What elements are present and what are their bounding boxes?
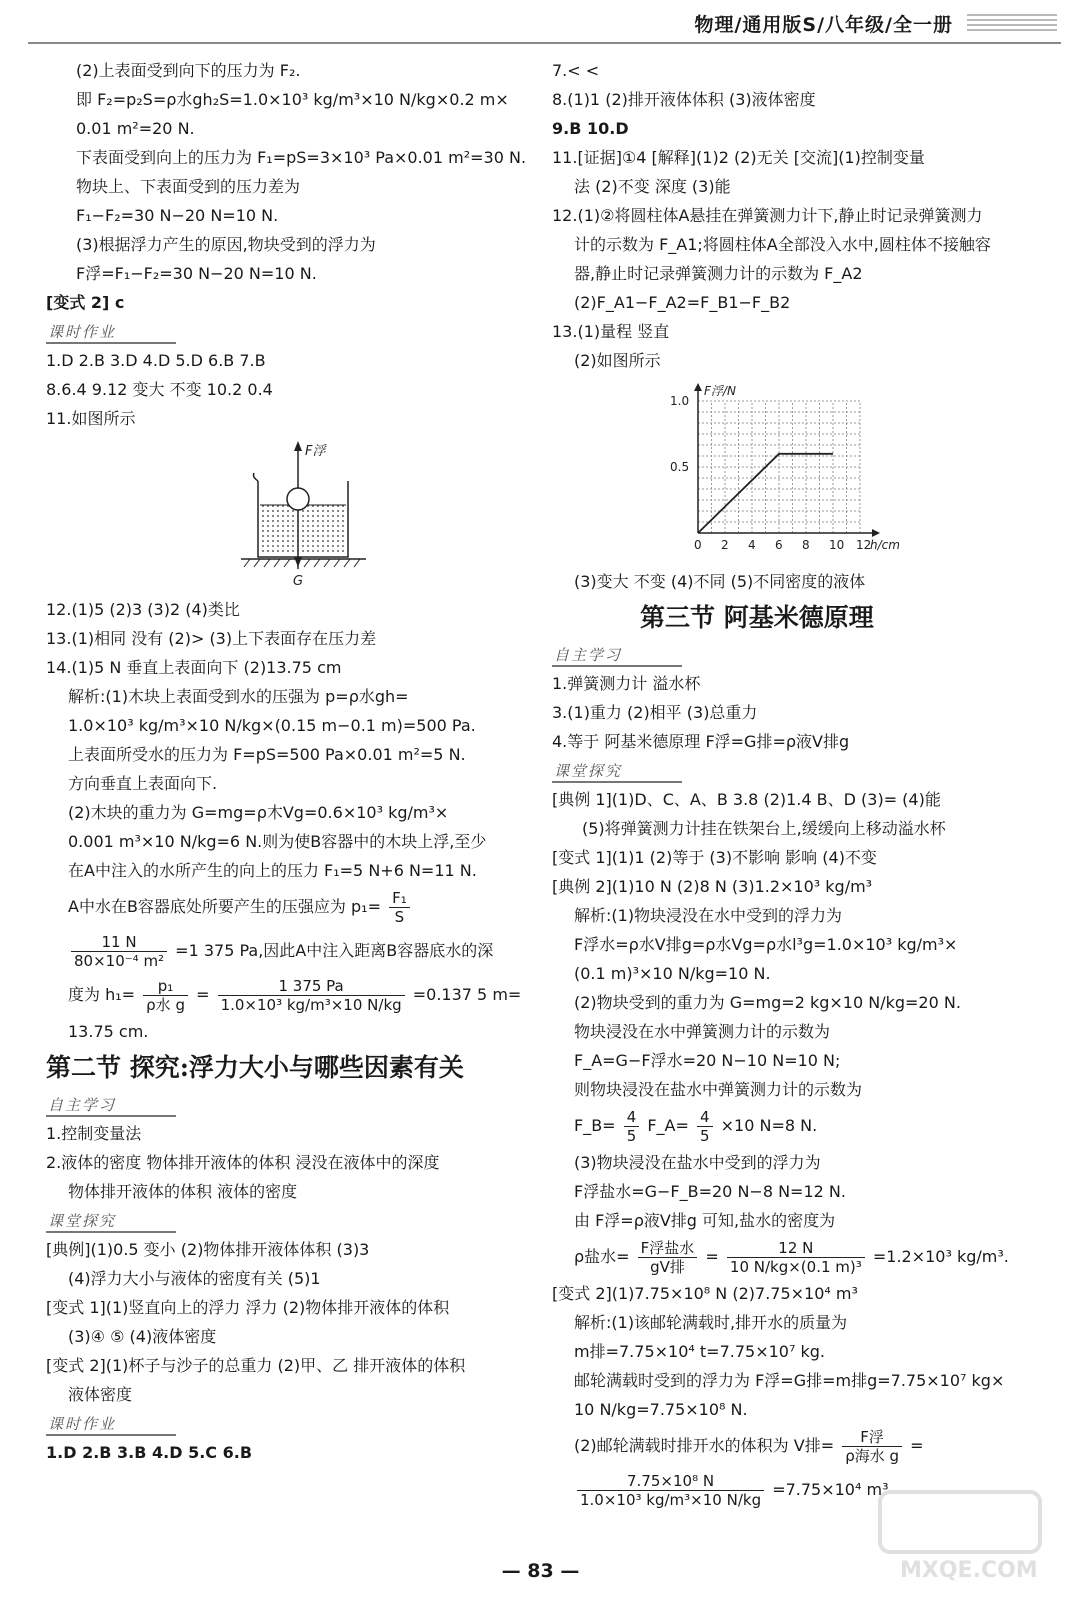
answer-line: 物体排开液体的体积 液体的密度	[68, 1182, 298, 1201]
fraction	[71, 933, 167, 970]
analysis-line: 度为 h₁= $\frac{\text{p₁}}{\text{ρ水 g}}$ = $\frac{1 375 Pa}{\text{1.0×10³ kg/m³×10 N/kg}}$ =0.137 5 m=	[68, 977, 522, 1014]
analysis-line: 物块浸没在水中弹簧测力计的示数为	[574, 1022, 831, 1041]
left-column	[46, 56, 528, 1467]
text-line: 下表面受到向上的压力为 F₁=pS=3×10³ Pa×0.01 m²=30 N.	[76, 148, 527, 167]
section-label: 课堂探究	[552, 760, 682, 783]
section-label: 课时作业	[46, 321, 176, 344]
answer-line: (5)将弹簧测力计挂在铁架台上,缓缓向上移动溢水杯	[582, 819, 946, 838]
analysis-text: 度为 h₁=	[68, 985, 136, 1004]
fraction	[638, 1239, 698, 1276]
analysis-line: 方向垂直上表面向下.	[68, 774, 218, 793]
fraction-num: 12 N	[727, 1239, 865, 1258]
analysis-line: (0.1 m)³×10 N/kg=10 N.	[574, 964, 771, 983]
fraction-num: 4	[697, 1108, 713, 1127]
answer-line: 1.弹簧测力计 溢水杯	[552, 674, 701, 693]
answer-line: 7.< <	[552, 61, 600, 80]
analysis-line: 邮轮满载时受到的浮力为 F浮=G排=m排g=7.75×10⁷ kg×	[574, 1371, 1005, 1390]
answer-line: 3.(1)重力 (2)相平 (3)总重力	[552, 703, 758, 722]
page-header	[694, 8, 1057, 38]
analysis-line: 解析:(1)物块浸没在水中受到的浮力为	[574, 906, 843, 925]
text-line: 0.01 m²=20 N.	[76, 119, 195, 138]
analysis-text: ×10 N=8 N.	[720, 1116, 818, 1135]
fraction-den: 1.0×10³ kg/m³×10 N/kg	[580, 1491, 762, 1509]
analysis-line: F_A=G−F浮水=20 N−10 N=10 N;	[574, 1051, 841, 1070]
header-stripes	[967, 14, 1057, 32]
text-line: 即 F₂=p₂S=ρ水gh₂S=1.0×10³ kg/m³×10 N/kg×0.2 m×	[76, 90, 509, 109]
analysis-line: 在A中注入的水所产生的向上的压力 F₁=5 N+6 N=11 N.	[68, 861, 477, 880]
beaker-force-diagram	[46, 439, 516, 589]
analysis-line: 解析:(1)该邮轮满载时,排开水的质量为	[574, 1313, 848, 1332]
water	[260, 505, 346, 555]
fraction-den: 80×10⁻⁴ m²	[74, 952, 165, 970]
analysis-text: =1 375 Pa,因此A中注入距离B容器底水的深	[175, 941, 494, 960]
fraction-num: 1 375 Pa	[218, 977, 405, 996]
analysis-text: =0.137 5 m=	[412, 985, 522, 1004]
ground-hatching	[244, 559, 360, 567]
fraction-num: F浮盐水	[638, 1239, 698, 1258]
y-tick-label: 0.5	[670, 460, 690, 474]
analysis-line: 上表面所受水的压力为 F=pS=500 Pa×0.01 m²=5 N.	[68, 745, 466, 764]
answer-line: 法 (2)不变 深度 (3)能	[574, 177, 731, 196]
x-tick-label: 6	[775, 538, 783, 552]
fraction-num: 7.75×10⁸ N	[577, 1472, 764, 1491]
fraction-num: F₁	[389, 889, 410, 908]
answer-line: 2.液体的密度 物体排开液体的体积 浸没在液体中的深度	[46, 1153, 440, 1172]
fraction	[143, 977, 188, 1014]
x-tick-label: 10	[829, 538, 845, 552]
analysis-text: =1.2×10³ kg/m³.	[872, 1247, 1009, 1266]
analysis-text: =7.75×10⁴ m³	[772, 1480, 889, 1499]
right-column	[552, 56, 1052, 1512]
answer-line: 8.6.4 9.12 变大 不变 10.2 0.4	[46, 380, 273, 399]
fraction-num: 4	[624, 1108, 640, 1127]
answer-line: (2)F_A1−F_A2=F_B1−F_B2	[574, 293, 791, 312]
ball	[287, 488, 309, 510]
analysis-line: F浮盐水=G−F_B=20 N−8 N=12 N.	[574, 1182, 846, 1201]
analysis-text: (2)邮轮满载时排开水的体积为 V排=	[574, 1436, 835, 1455]
answer-line: 器,静止时记录弹簧测力计的示数为 F_A2	[574, 264, 863, 283]
analysis-line: 13.75 cm.	[68, 1022, 149, 1041]
chart-ticks	[670, 394, 871, 552]
answer-line: (3)变大 不变 (4)不同 (5)不同密度的液体	[574, 572, 866, 591]
answer-line: 13.(1)相同 没有 (2)> (3)上下表面存在压力差	[46, 629, 377, 648]
fraction	[697, 1108, 713, 1145]
answer-line: 1.D 2.B 3.D 4.D 5.D 6.B 7.B	[46, 351, 266, 370]
answer-line: 12.(1)5 (2)3 (3)2 (4)类比	[46, 600, 240, 619]
header-rule	[28, 42, 1061, 44]
section-label: 课时作业	[46, 1413, 176, 1436]
fraction-den: 10 N/kg×(0.1 m)³	[729, 1258, 862, 1276]
answer-line: [变式 1](1)竖直向上的浮力 浮力 (2)物体排开液体的体积	[46, 1298, 450, 1317]
analysis-line: (2)木块的重力为 G=mg=ρ木Vg=0.6×10³ kg/m³×	[68, 803, 449, 822]
answer-line: 13.(1)量程 竖直	[552, 322, 670, 341]
fraction	[727, 1239, 865, 1276]
text-line: (2)上表面受到向下的压力为 F₂.	[76, 61, 301, 80]
analysis-line	[46, 885, 528, 929]
section-2-title: 第二节 探究:浮力大小与哪些因素有关	[46, 1053, 464, 1082]
text-line: F₁−F₂=30 N−20 N=10 N.	[76, 206, 279, 225]
beaker-spout	[254, 473, 259, 481]
analysis-line	[552, 1104, 1052, 1148]
buoyancy-label: F浮	[305, 444, 326, 459]
answer-line: 1.D 2.B 3.B 4.D 5.C 6.B	[46, 1443, 253, 1462]
section-3-title: 第三节 阿基米德原理	[640, 603, 874, 632]
fraction-den: ρ海水 g	[845, 1447, 900, 1465]
answer-line: 11.[证据]①4 [解释](1)2 (2)无关 [交流](1)控制变量	[552, 148, 925, 167]
variant-answer: [变式 2] c	[46, 293, 125, 312]
analysis-line	[46, 929, 528, 973]
answer-line: [典例 2](1)10 N (2)8 N (3)1.2×10³ kg/m³	[552, 877, 873, 896]
answer-line: [变式 1](1)1 (2)等于 (3)不影响 影响 (4)不变	[552, 848, 877, 867]
x-axis-label: h/cm	[870, 538, 900, 552]
watermark-logo	[870, 1482, 1060, 1592]
analysis-text: =	[910, 1436, 924, 1455]
chart-grid	[698, 401, 860, 533]
answer-line: 液体密度	[68, 1385, 133, 1404]
answer-line: 计的示数为 F_A1;将圆柱体A全部没入水中,圆柱体不接触容	[574, 235, 991, 254]
answer-line: [典例 1](1)D、C、A、B 3.8 (2)1.4 B、D (3)= (4)能	[552, 790, 941, 809]
answer-line: 12.(1)②将圆柱体A悬挂在弹簧测力计下,静止时记录弹簧测力	[552, 206, 983, 225]
fraction-num: 11 N	[71, 933, 167, 952]
page-number: — 83 —	[501, 1560, 580, 1582]
buoyancy-depth-chart	[552, 381, 1052, 561]
buoyancy-arrow	[294, 441, 302, 451]
answer-line: (3)④ ⑤ (4)液体密度	[68, 1327, 217, 1346]
x-axis-arrow	[872, 529, 880, 537]
answer-line: 9.B 10.D	[552, 119, 629, 138]
answer-line: [变式 2](1)7.75×10⁸ N (2)7.75×10⁴ m³	[552, 1284, 858, 1303]
analysis-text: A中水在B容器底处所要产生的压强应为 p₁=	[68, 897, 381, 916]
analysis-text: F_B=	[574, 1116, 616, 1135]
analysis-line: 10 N/kg=7.75×10⁸ N.	[574, 1400, 748, 1419]
text-line: 物块上、下表面受到的压力差为	[76, 177, 301, 196]
fraction-den: 5	[699, 1127, 710, 1145]
analysis-line: 则物块浸没在盐水中弹簧测力计的示数为	[574, 1080, 863, 1099]
x-tick-label: 2	[721, 538, 729, 552]
x-tick-label: 12	[856, 538, 872, 552]
fraction-num: F浮	[842, 1428, 902, 1447]
fraction-den: S	[394, 908, 405, 926]
text-line: (3)根据浮力产生的原因,物块受到的浮力为	[76, 235, 376, 254]
fraction	[842, 1428, 902, 1465]
fraction-num: p₁	[143, 977, 188, 996]
fraction	[577, 1472, 764, 1509]
fraction-den: gV排	[650, 1258, 685, 1276]
fraction	[624, 1108, 640, 1145]
fraction	[389, 889, 410, 926]
y-axis-label: F浮/N	[704, 384, 736, 398]
analysis-line: 解析:(1)木块上表面受到水的压强为 p=ρ水gh=	[68, 687, 409, 706]
analysis-line: F浮水=ρ水V排g=ρ水Vg=ρ水l³g=1.0×10³ kg/m³×	[574, 935, 958, 954]
x-tick-label: 4	[748, 538, 756, 552]
watermark-text: MXQE.COM	[900, 1558, 1038, 1583]
answer-line: [典例](1)0.5 变小 (2)物体排开液体体积 (3)3	[46, 1240, 370, 1259]
answer-line: 11.如图所示	[46, 409, 136, 428]
analysis-line: (2)物块受到的重力为 G=mg=2 kg×10 N/kg=20 N.	[574, 993, 961, 1012]
analysis-line: 0.001 m³×10 N/kg=6 N.则为使B容器中的木块上浮,至少	[68, 832, 487, 851]
section-label: 自主学习	[46, 1094, 176, 1117]
answer-line: (4)浮力大小与液体的密度有关 (5)1	[68, 1269, 321, 1288]
analysis-line: 由 F浮=ρ液V排g 可知,盐水的密度为	[574, 1211, 836, 1230]
watermark-frame	[880, 1492, 1040, 1552]
analysis-line: (3)物块浸没在盐水中受到的浮力为	[574, 1153, 821, 1172]
text-line: F浮=F₁−F₂=30 N−20 N=10 N.	[76, 264, 317, 283]
x-tick-label: 0	[694, 538, 702, 552]
analysis-line	[552, 1424, 1052, 1468]
data-line	[698, 454, 833, 533]
fraction	[218, 977, 405, 1014]
answer-line: (2)如图所示	[574, 351, 661, 370]
section-label: 自主学习	[552, 644, 682, 667]
fraction-den: ρ水 g	[146, 996, 185, 1014]
analysis-line: ρ盐水= $\frac{\text{F浮盐水}}{\text{gV排}}$ = $\frac{12 N}{\text{10 N/kg×(0.1 m)³}}$ =1.2×10³ kg/m³.	[574, 1239, 1009, 1276]
analysis-text: F_A=	[647, 1116, 689, 1135]
fraction-den: 1.0×10³ kg/m³×10 N/kg	[220, 996, 402, 1014]
gravity-label: G	[293, 574, 304, 589]
answer-line: 14.(1)5 N 垂直上表面向下 (2)13.75 cm	[46, 658, 342, 677]
header-title: 物理/通用版S/八年级/全一册	[694, 13, 953, 36]
y-tick-label: 1.0	[670, 394, 690, 408]
fraction-den: 5	[626, 1127, 637, 1145]
y-axis-arrow	[694, 383, 702, 391]
analysis-line: m排=7.75×10⁴ t=7.75×10⁷ kg.	[574, 1342, 825, 1361]
answer-line: [变式 2](1)杯子与沙子的总重力 (2)甲、乙 排开液体的体积	[46, 1356, 466, 1375]
x-tick-label: 8	[802, 538, 810, 552]
analysis-line: 1.0×10³ kg/m³×10 N/kg×(0.15 m−0.1 m)=500 Pa.	[68, 716, 476, 735]
section-label: 课堂探究	[46, 1210, 176, 1233]
analysis-text: ρ盐水=	[574, 1247, 630, 1266]
answer-line: 4.等于 阿基米德原理 F浮=G排=ρ液V排g	[552, 732, 850, 751]
answer-line: 8.(1)1 (2)排开液体体积 (3)液体密度	[552, 90, 816, 109]
answer-line: 1.控制变量法	[46, 1124, 142, 1143]
